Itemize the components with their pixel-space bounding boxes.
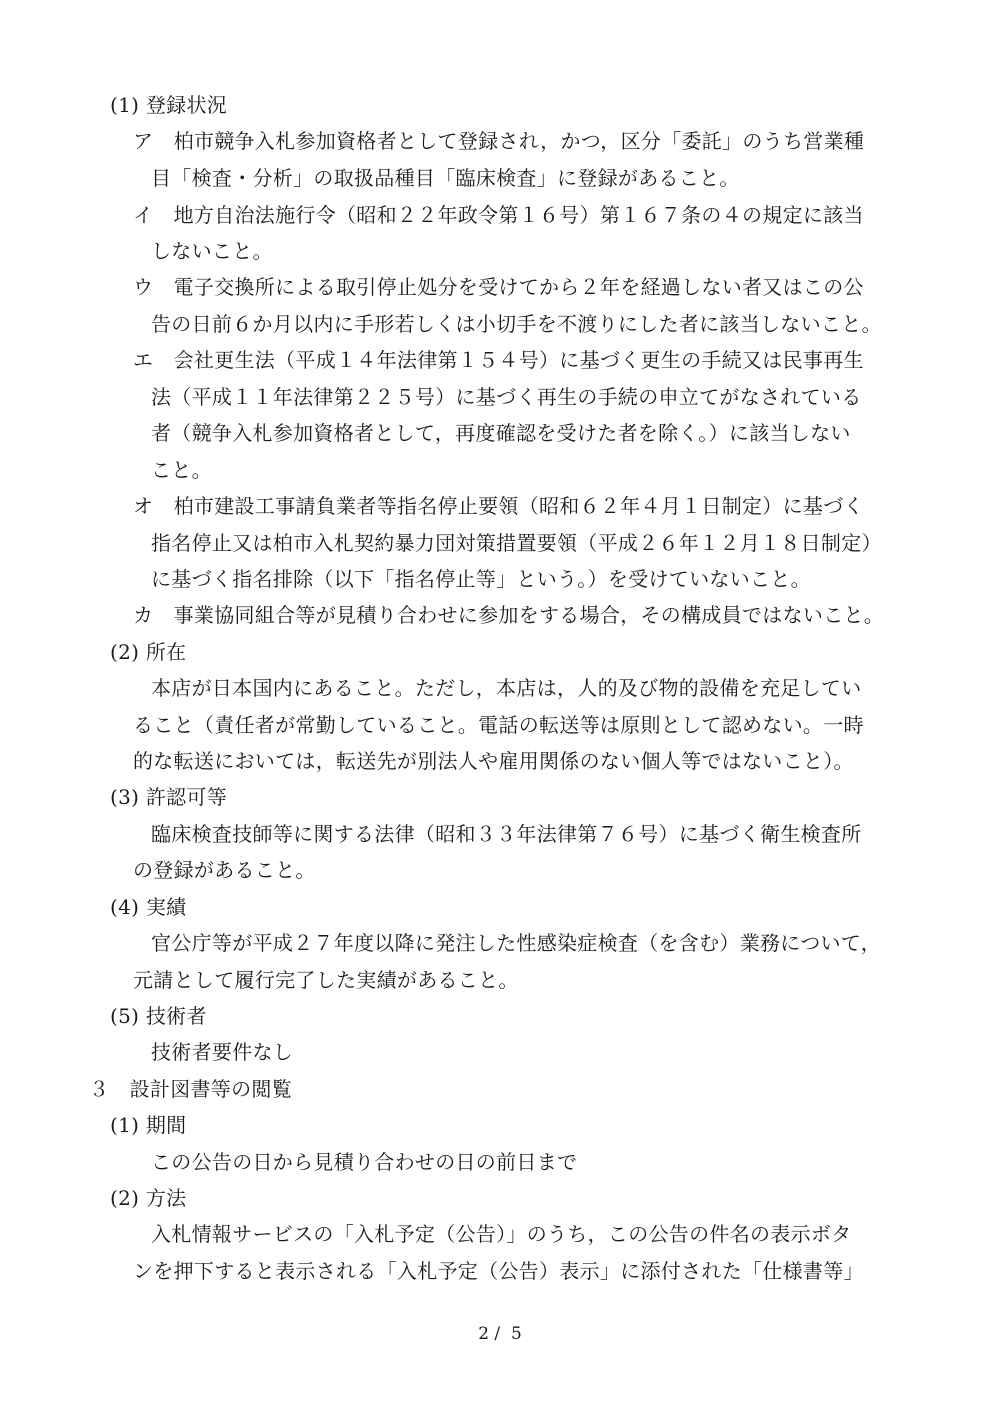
section-heading-period: (1) 期間 (110, 1113, 187, 1137)
paragraph-line: こと。 (151, 458, 212, 482)
paragraph-line: しないこと。 (151, 239, 273, 263)
paragraph-line: 告の日前６か月以内に手形若しくは小切手を不渡りにした者に該当しないこと。 (151, 312, 882, 336)
paragraph-line: の登録があること。 (133, 858, 316, 882)
section-heading-engineers: (5) 技術者 (110, 1004, 207, 1028)
paragraph-line: オ 柏市建設工事請負業者等指名停止要領（昭和６２年４月１日制定）に基づく (133, 494, 864, 518)
paragraph-line: ア 柏市競争入札参加資格者として登録され，かつ，区分「委託」のうち営業種 (133, 129, 865, 153)
paragraph-line: ンを押下すると表示される「入札予定（公告）表示」に添付された「仕様書等」 (133, 1259, 864, 1283)
paragraph-line: 法（平成１１年法律第２２５号）に基づく再生の手続の申立てがなされている (151, 385, 862, 409)
paragraph-line: 入札情報サービスの「入札予定（公告）」のうち，この公告の件名の表示ボタ (151, 1222, 852, 1246)
section-heading-location: (2) 所在 (110, 640, 187, 664)
paragraph-line: 技術者要件なし (151, 1040, 294, 1064)
paragraph-line: 的な転送においては，転送先が別法人や雇用関係のない個人等ではないこと）。 (133, 749, 854, 773)
paragraph-line: ること（責任者が常勤していること。電話の転送等は原則として認めない。一時 (133, 713, 864, 737)
section-heading-permits: (3) 許認可等 (110, 785, 228, 809)
paragraph-line: この公告の日から見積り合わせの日の前日まで (151, 1150, 578, 1174)
paragraph-line: 本店が日本国内にあること。ただし，本店は，人的及び物的設備を充足してい (151, 676, 862, 700)
section-heading-registration: (1) 登録状況 (110, 93, 228, 117)
page-number: 2 / 5 (478, 1324, 522, 1344)
paragraph-line: 者（競争入札参加資格者として，再度確認を受けた者を除く。）に該当しない (151, 421, 851, 445)
paragraph-line: 目「検査・分析」の取扱品種目「臨床検査」に登録があること。 (151, 166, 740, 190)
paragraph-line: 元請として履行完了した実績があること。 (133, 968, 519, 992)
paragraph-line: に基づく指名排除（以下「指名停止等」という。）を受けていないこと。 (151, 567, 811, 591)
paragraph-line: カ 事業協同組合等が見積り合わせに参加をする場合，その構成員ではないこと。 (133, 603, 885, 627)
paragraph-line: ウ 電子交換所による取引停止処分を受けてから２年を経過しない者又はこの公 (133, 275, 864, 299)
paragraph-line: 臨床検査技師等に関する法律（昭和３３年法律第７６号）に基づく衛生検査所 (151, 822, 862, 846)
paragraph-line: 官公庁等が平成２７年度以降に発注した性感染症検査（を含む）業務について， (151, 931, 881, 955)
paragraph-line: 指名停止又は柏市入札契約暴力団対策措置要領（平成２６年１２月１８日制定） (151, 531, 882, 555)
paragraph-line: エ 会社更生法（平成１４年法律第１５４号）に基づく更生の手続又は民事再生 (133, 348, 864, 372)
chapter-heading-document-viewing: ３ 設計図書等の閲覧 (89, 1077, 292, 1101)
section-heading-method: (2) 方法 (110, 1186, 187, 1210)
paragraph-line: イ 地方自治法施行令（昭和２２年政令第１６号）第１６７条の４の規定に該当 (133, 203, 864, 227)
section-heading-track-record: (4) 実績 (110, 895, 187, 919)
